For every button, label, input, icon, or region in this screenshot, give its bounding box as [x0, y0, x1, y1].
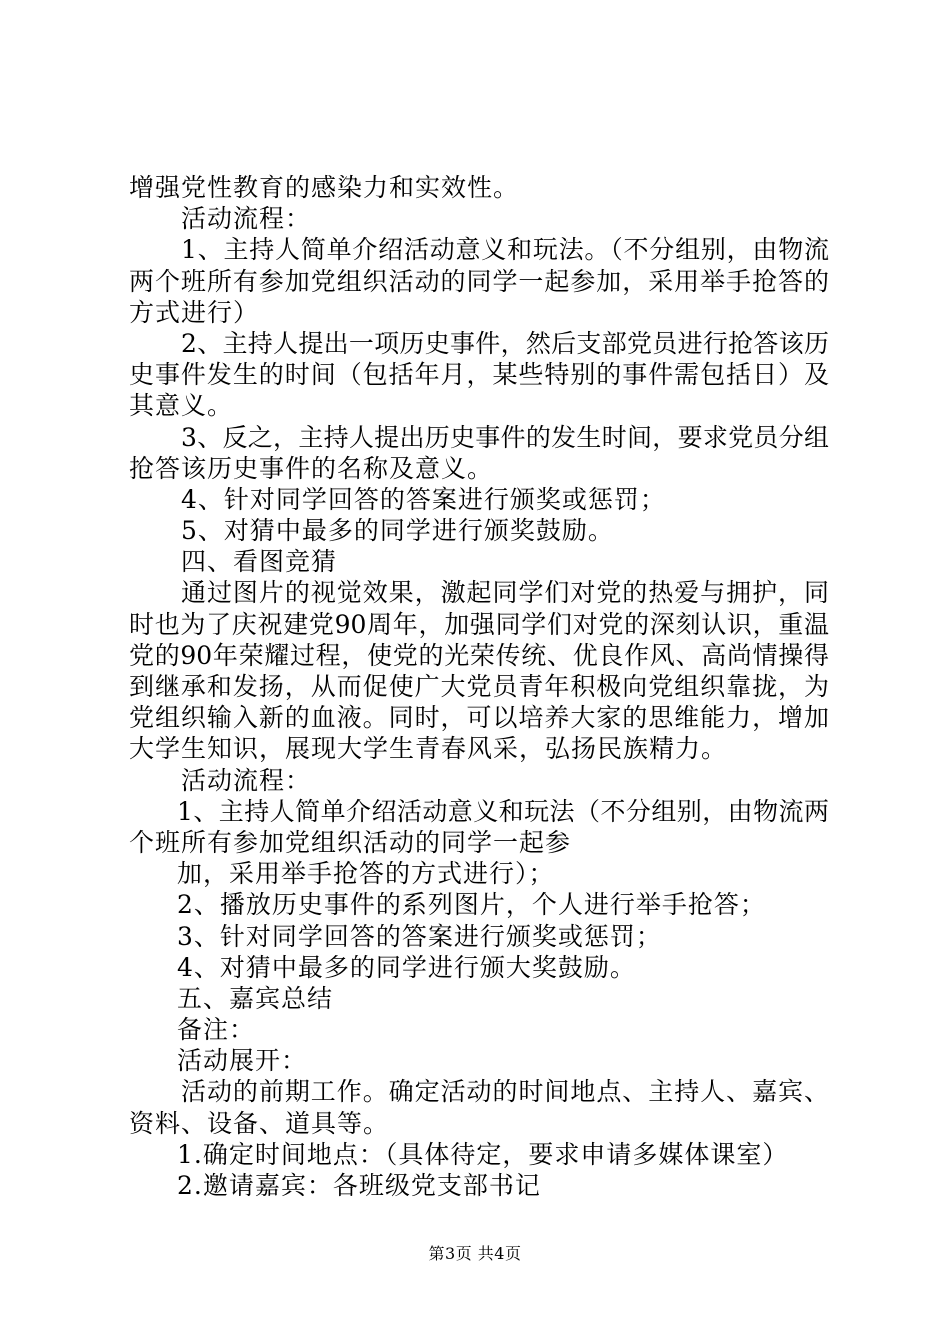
text-line: 其意义。 [129, 391, 234, 421]
text-line: 备注： [177, 1015, 256, 1045]
section-heading: 五、嘉宾总结 [177, 983, 334, 1013]
text-line: 活动展开： [177, 1046, 308, 1076]
document-body [129, 172, 829, 1201]
text-line: 党的90年荣耀过程，使党的光荣传统、优良作风、高尚情操得 [129, 640, 829, 670]
text-line: 2、主持人提出一项历史事件，然后支部党员进行抢答该历 [181, 328, 829, 358]
text-line: 2、播放历史事件的系列图片，个人进行举手抢答； [177, 890, 766, 920]
text-line: 增强党性教育的感染力和实效性。 [129, 173, 520, 202]
text-line: 1、主持人简单介绍活动意义和玩法（不分组别，由物流两 [177, 796, 829, 826]
text-line: 1、主持人简单介绍活动意义和玩法。（不分组别，由物流 [181, 235, 829, 265]
text-line: 方式进行） [129, 297, 260, 327]
text-line: 到继承和发扬，从而促使广大党员青年积极向党组织靠拢，为 [129, 672, 829, 701]
text-line: 4、针对同学回答的答案进行颁奖或惩罚； [181, 484, 666, 514]
text-line: 史事件发生的时间（包括年月，某些特别的事件需包括日）及 [129, 360, 829, 390]
text-line: 党组织输入新的血液。同时，可以培养大家的思维能力，增加 [129, 703, 829, 733]
text-line: 活动流程： [181, 204, 312, 234]
text-line: 3、针对同学回答的答案进行颁奖或惩罚； [177, 921, 662, 951]
text-line: 通过图片的视觉效果，激起同学们对党的热爱与拥护，同 [181, 578, 829, 608]
text-line: 4、对猜中最多的同学进行颁大奖鼓励。 [177, 952, 636, 982]
text-line: 活动流程： [181, 765, 312, 795]
text-line: 2.邀请嘉宾：各班级党支部书记 [177, 1171, 541, 1200]
text-line: 加，采用举手抢答的方式进行）； [177, 859, 555, 889]
text-line: 3、反之，主持人提出历史事件的发生时间，要求党员分组 [181, 422, 829, 452]
text-line: 大学生知识，展现大学生青春风采，弘扬民族精力。 [129, 734, 728, 764]
text-line: 时也为了庆祝建党90周年，加强同学们对党的深刻认识，重温 [129, 609, 829, 639]
text-line: 活动的前期工作。确定活动的时间地点、主持人、嘉宾、 [181, 1077, 829, 1107]
text-line: 抢答该历史事件的名称及意义。 [129, 453, 494, 483]
text-line: 资料、设备、道具等。 [129, 1108, 390, 1138]
page-number: 第3页 共4页 [428, 1244, 522, 1263]
section-heading: 四、看图竞猜 [181, 547, 338, 577]
text-line: 5、对猜中最多的同学进行颁奖鼓励。 [181, 516, 614, 546]
text-line: 两个班所有参加党组织活动的同学一起参加，采用举手抢答的 [129, 266, 829, 296]
text-line: 个班所有参加党组织活动的同学一起参 [129, 827, 572, 857]
text-line: 1.确定时间地点：（具体待定，要求申请多媒体课室） [177, 1139, 789, 1169]
